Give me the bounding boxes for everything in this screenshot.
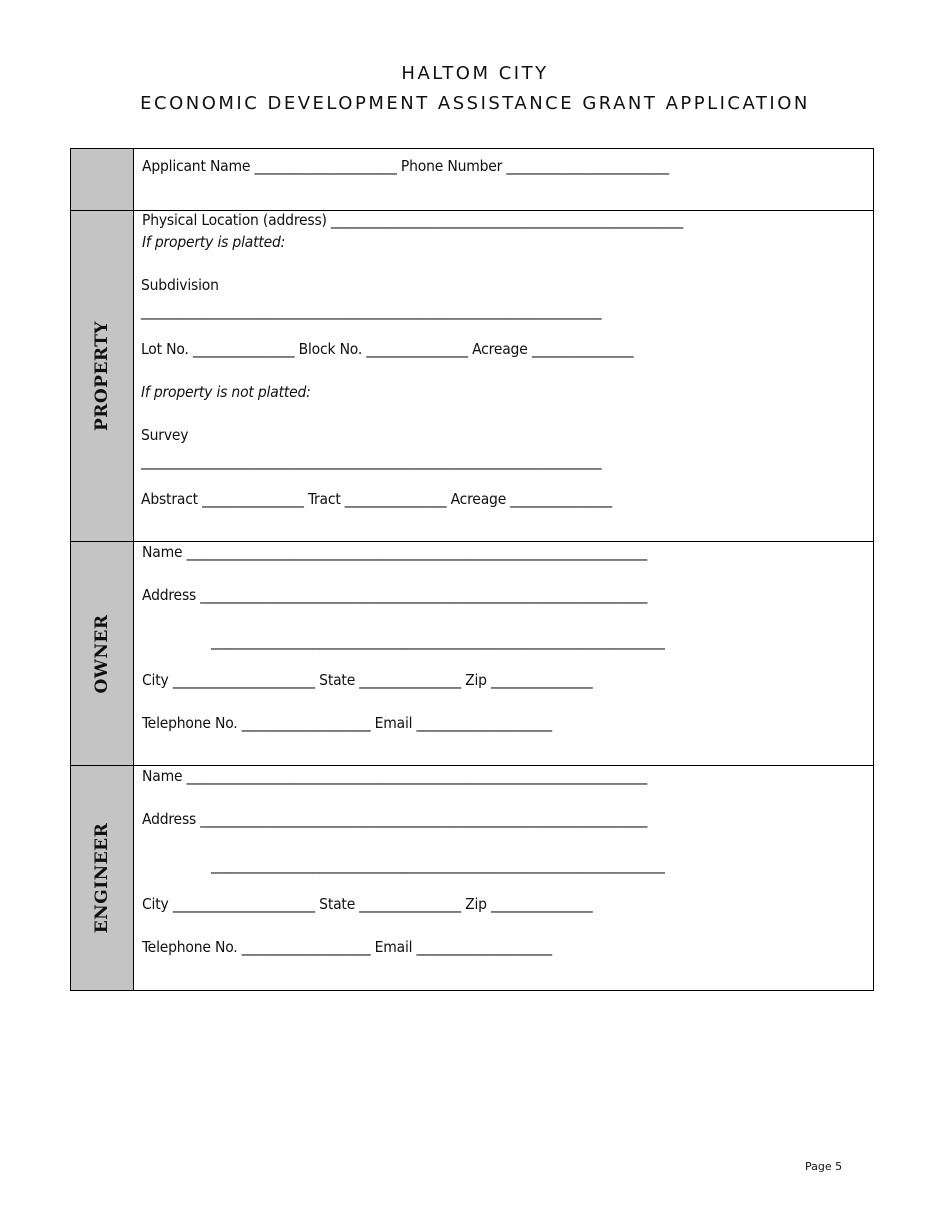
survey-field[interactable]: ____________________________________________________________________ xyxy=(141,452,602,470)
engineer-city-state-zip-field[interactable]: City _____________________ State _______________ Zip _______________ xyxy=(142,895,593,913)
engineer-sidebar xyxy=(71,766,134,990)
not-platted-heading: If property is not platted: xyxy=(141,383,311,401)
owner-sidebar xyxy=(71,542,134,765)
abstract-tract-acreage-field[interactable]: Abstract _______________ Tract _______________ Acreage _______________ xyxy=(141,490,612,508)
owner-city-state-zip-field[interactable]: City _____________________ State _______________ Zip _______________ xyxy=(142,671,593,689)
property-label: PROPERTY xyxy=(92,320,112,432)
engineer-label: ENGINEER xyxy=(92,822,112,934)
engineer-name-field[interactable]: Name ____________________________________________________________________ xyxy=(142,767,647,785)
property-sidebar xyxy=(71,211,134,541)
applicant-section xyxy=(70,148,874,211)
owner-phone-email-field[interactable]: Telephone No. ___________________ Email ____________________ xyxy=(142,714,552,732)
applicant-name-phone-field[interactable]: Applicant Name _____________________ Phone Number ________________________ xyxy=(142,157,669,175)
engineer-address-field[interactable]: Address __________________________________________________________________ xyxy=(142,810,648,828)
form-title-application: ECONOMIC DEVELOPMENT ASSISTANCE GRANT APPLICATION xyxy=(140,93,810,114)
platted-heading: If property is platted: xyxy=(142,233,286,251)
engineer-phone-email-field[interactable]: Telephone No. ___________________ Email ____________________ xyxy=(142,938,552,956)
engineer-section xyxy=(70,765,874,991)
subdivision-field[interactable]: ____________________________________________________________________ xyxy=(141,302,602,320)
owner-label: OWNER xyxy=(92,613,112,694)
lot-block-acreage-field[interactable]: Lot No. _______________ Block No. _______________ Acreage _______________ xyxy=(141,340,634,358)
physical-location-field[interactable]: Physical Location (address) ____________________________________________________ xyxy=(142,211,684,229)
subdivision-label: Subdivision xyxy=(141,276,219,294)
page-number: Page 5 xyxy=(805,1160,843,1173)
form-title-city: HALTOM CITY xyxy=(401,63,549,84)
survey-label: Survey xyxy=(141,426,189,444)
engineer-address-line2-field[interactable]: ___________________________________________________________________ xyxy=(211,856,665,874)
owner-address-field[interactable]: Address __________________________________________________________________ xyxy=(142,586,648,604)
applicant-sidebar xyxy=(71,149,134,210)
owner-address-line2-field[interactable]: ___________________________________________________________________ xyxy=(211,632,665,650)
owner-section xyxy=(70,541,874,766)
property-section xyxy=(70,210,874,542)
owner-name-field[interactable]: Name ____________________________________________________________________ xyxy=(142,543,647,561)
